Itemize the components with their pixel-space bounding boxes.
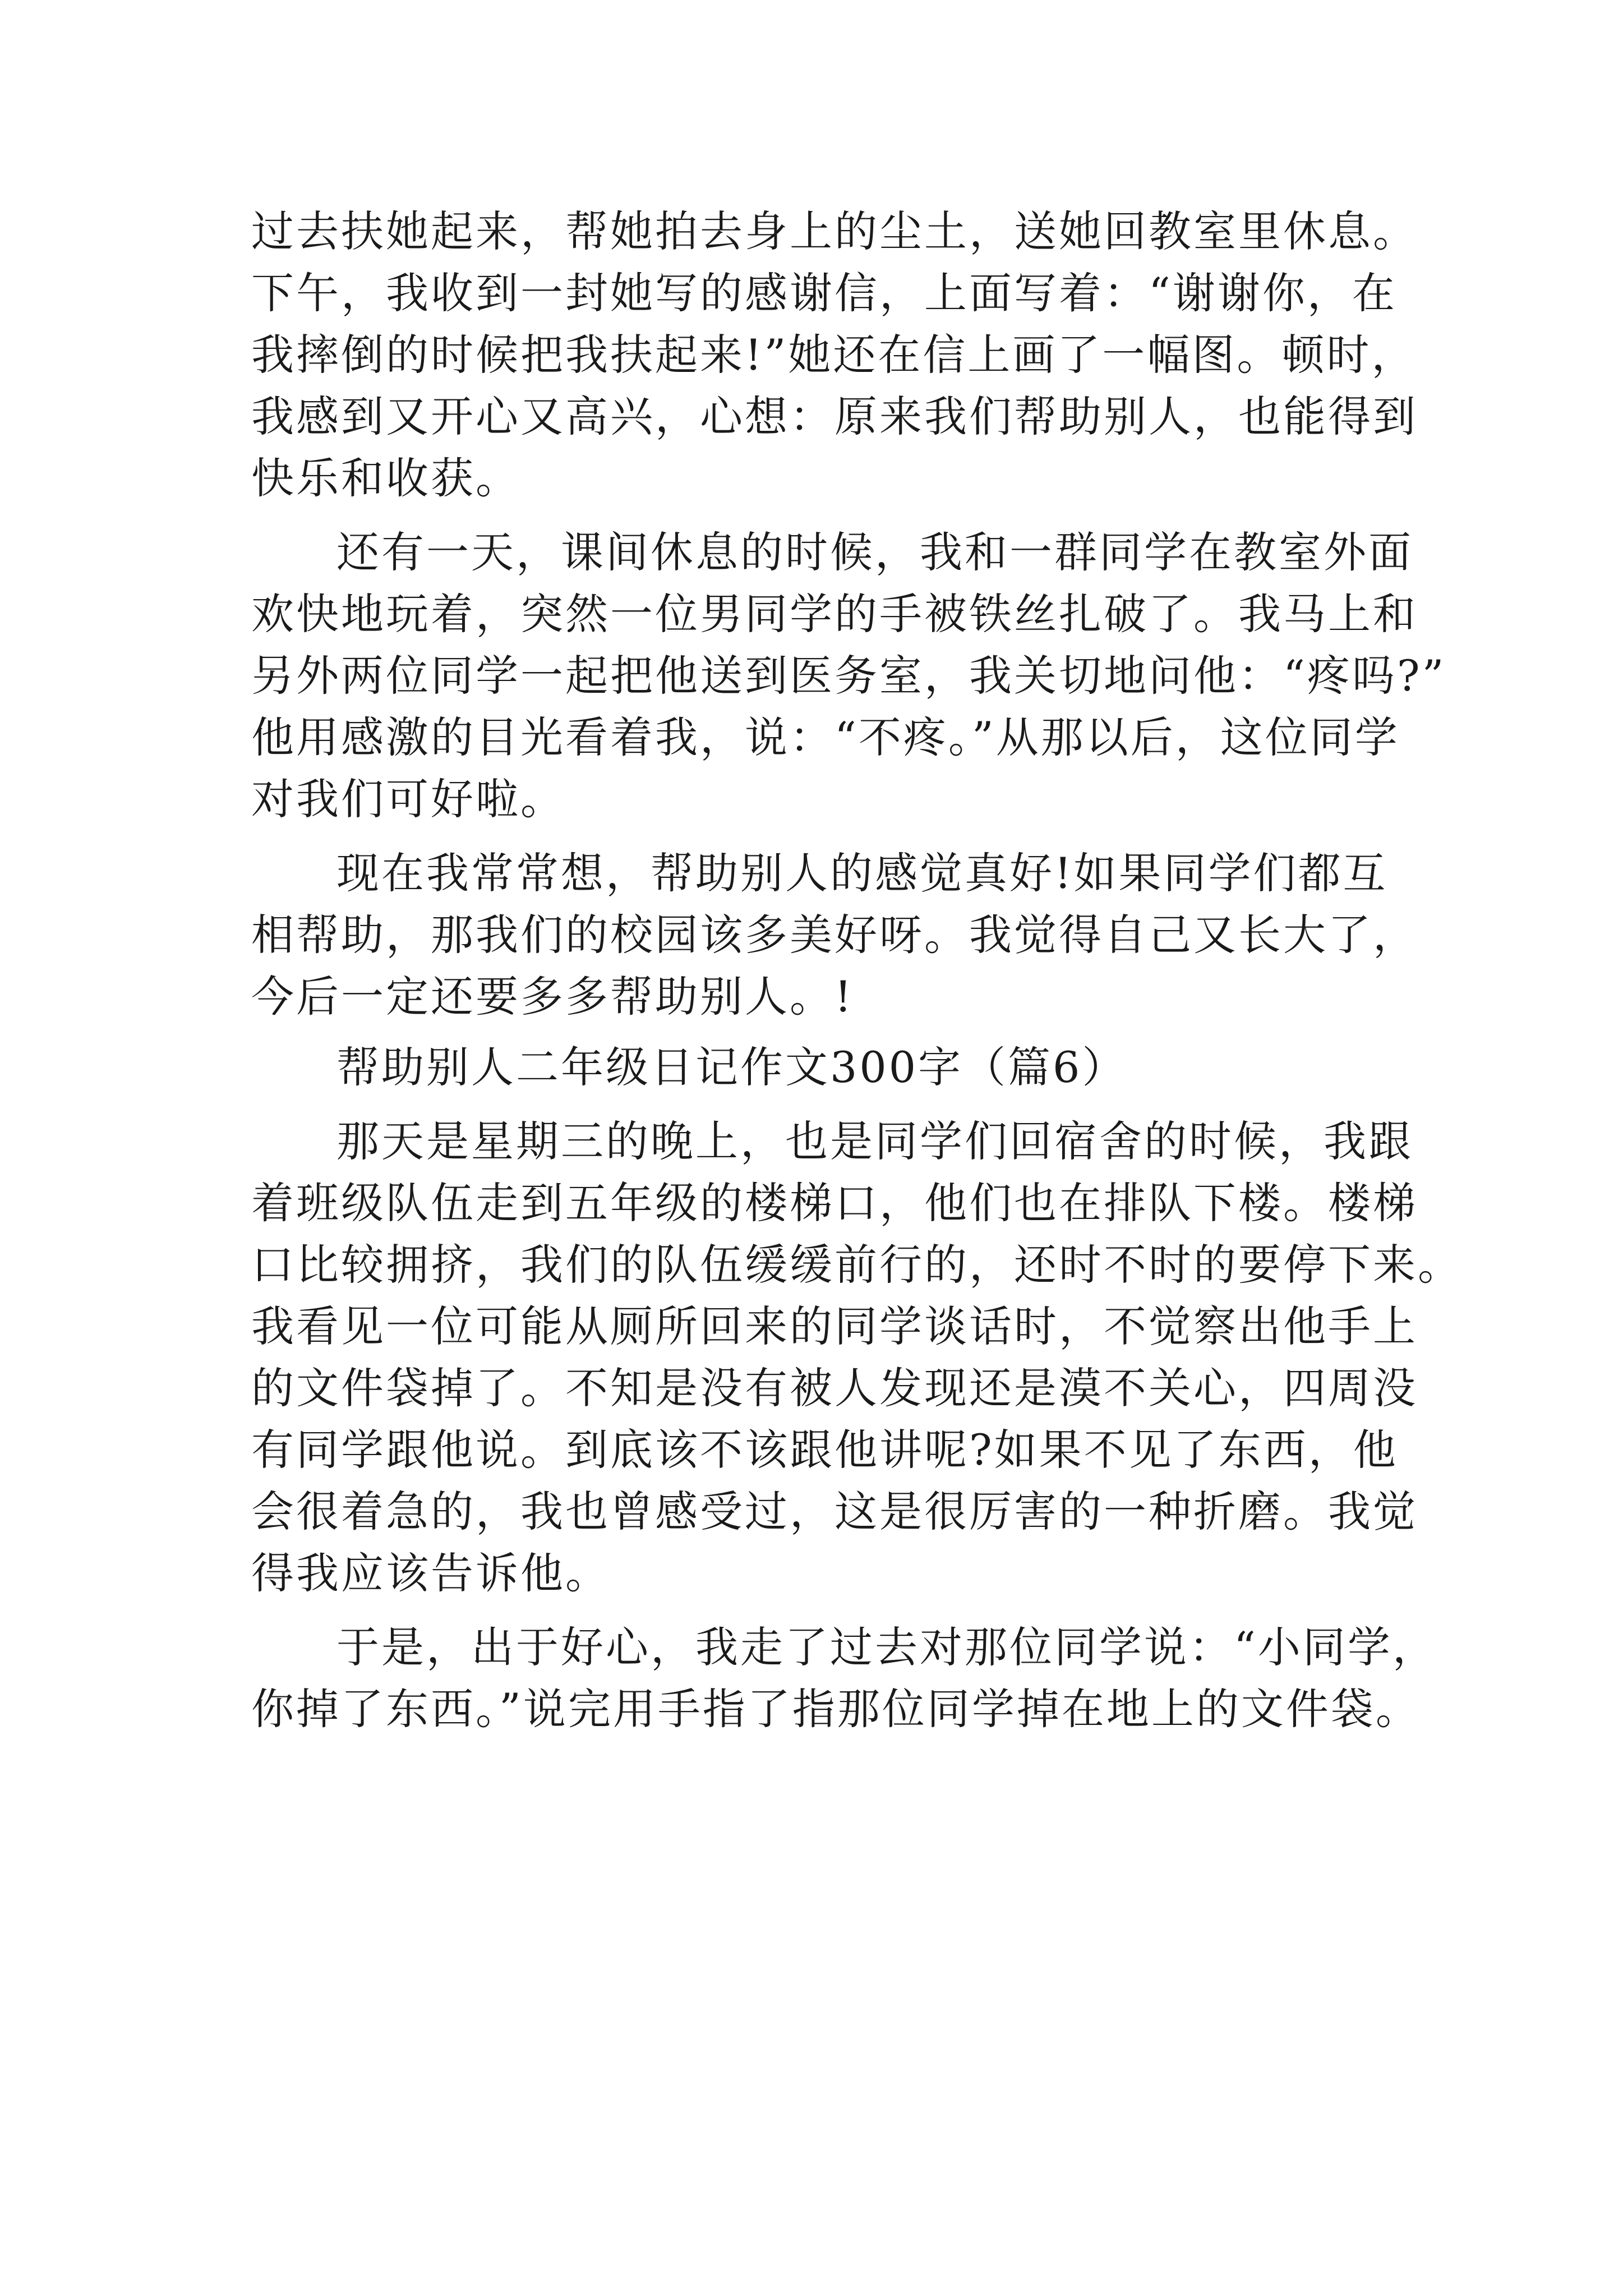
text-line: 他用感激的目光看着我，说：“不疼。”从那以后，这位同学 — [251, 712, 1400, 762]
document-body — [251, 201, 1463, 1751]
text-line: 那天是星期三的晚上，也是同学们回宿舍的时候，我跟 — [336, 1116, 1413, 1166]
text-line: 快乐和收获。 — [251, 453, 520, 503]
paragraph — [251, 201, 1418, 509]
text-line: 还有一天，课间休息的时候，我和一群同学在教室外面 — [336, 527, 1413, 577]
paragraph — [251, 1617, 1437, 1740]
text-line: 着班级队伍走到五年级的楼梯口，他们也在排队下楼。楼梯 — [251, 1178, 1418, 1228]
text-line: 现在我常常想，帮助别人的感觉真好!如果同学们都互 — [336, 848, 1388, 898]
text-line: 我摔倒的时候把我扶起来!”她还在信上画了一幅图。顿时， — [251, 330, 1417, 380]
text-line: 会很着急的，我也曾感受过，这是很厉害的一种折磨。我觉 — [251, 1487, 1418, 1536]
text-line: 得我应该告诉他。 — [251, 1548, 610, 1598]
text-line: 的文件袋掉了。不知是没有被人发现还是漠不关心，四周没 — [251, 1363, 1418, 1413]
text-line: 于是，出于好心，我走了过去对那位同学说：“小同学， — [336, 1622, 1437, 1672]
text-line: 今后一定还要多多帮助别人。! — [251, 972, 854, 1022]
text-line: 口比较拥挤，我们的队伍缓缓前行的，还时不时的要停下来。 — [251, 1240, 1463, 1290]
paragraph — [251, 1111, 1463, 1604]
text-line: 相帮助，那我们的校园该多美好呀。我觉得自己又长大了， — [251, 910, 1418, 960]
paragraph — [251, 843, 1418, 1028]
text-line: 我感到又开心又高兴，心想：原来我们帮助别人，也能得到 — [251, 392, 1418, 441]
text-line: 欢快地玩着，突然一位男同学的手被铁丝扎破了。我马上和 — [251, 589, 1418, 639]
paragraph — [251, 522, 1446, 830]
text-line: 另外两位同学一起把他送到医务室，我关切地问他：“疼吗?” — [251, 651, 1446, 701]
text-line: 有同学跟他说。到底该不该跟他讲呢?如果不见了东西，他 — [251, 1425, 1398, 1475]
text-line: 你掉了东西。”说完用手指了指那位同学掉在地上的文件袋。 — [251, 1684, 1421, 1734]
section-heading — [251, 1037, 1390, 1098]
text-line: 对我们可好啦。 — [251, 774, 565, 824]
heading-text: 帮助别人二年级日记作文300字（篇6） — [336, 1042, 1127, 1092]
text-line: 过去扶她起来，帮她拍去身上的尘土，送她回教室里休息。 — [251, 206, 1418, 256]
text-line: 我看见一位可能从厕所回来的同学谈话时，不觉察出他手上 — [251, 1301, 1418, 1351]
text-line: 下午，我收到一封她写的感谢信，上面写着：“谢谢你，在 — [251, 268, 1397, 318]
